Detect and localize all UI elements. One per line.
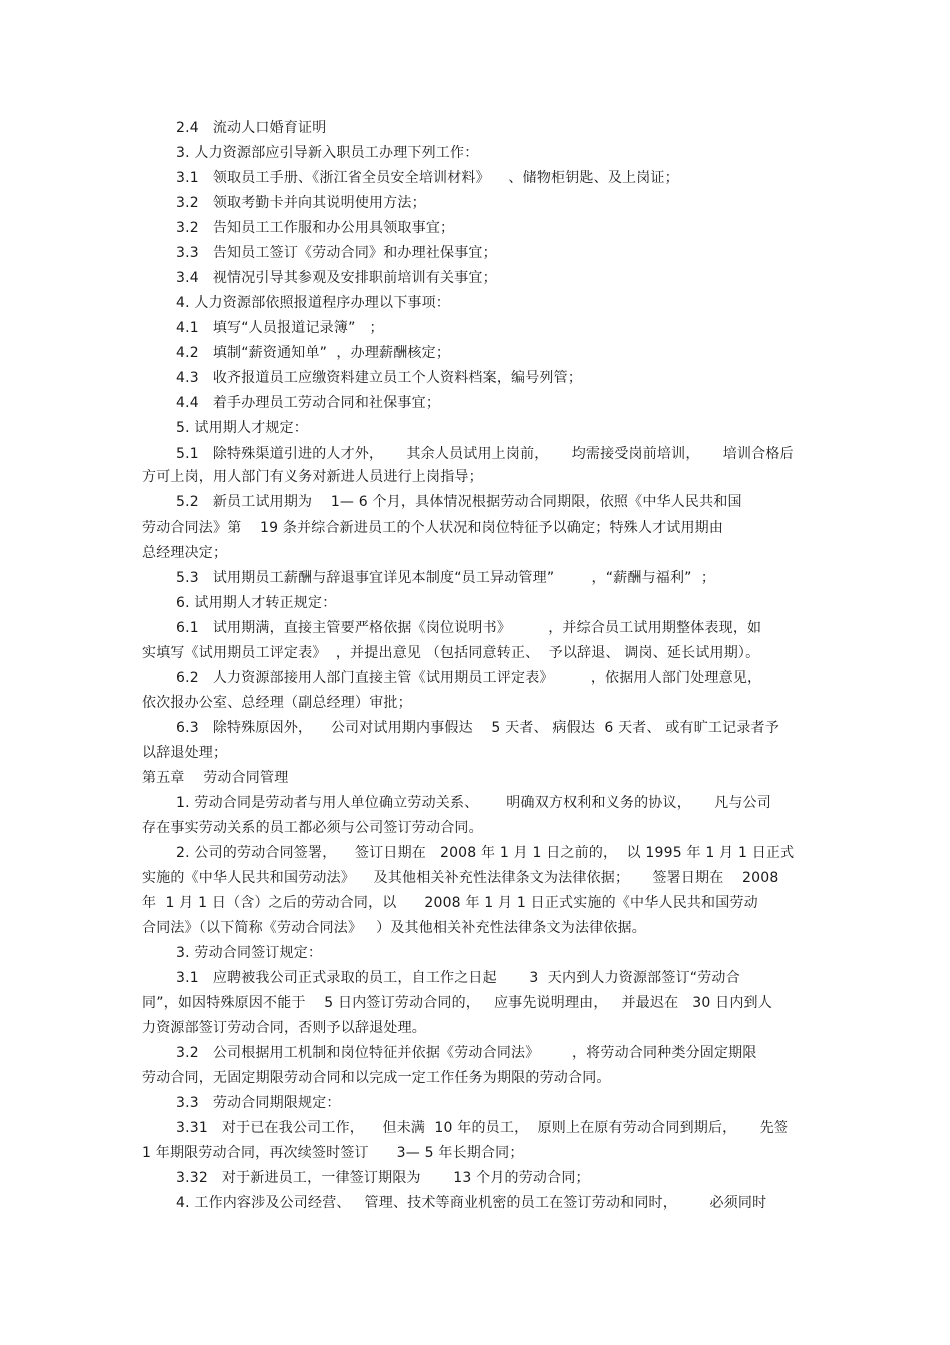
text-line: 3.3 告知员工签订《劳动合同》和办理社保事宜；	[176, 245, 497, 261]
text-line: 存在事实劳动关系的员工都必须与公司签订劳动合同。	[142, 820, 483, 836]
text-line: 3. 人力资源部应引导新入职员工办理下列工作：	[176, 145, 479, 161]
text-line: 6. 试用期人才转正规定：	[176, 595, 337, 611]
text-line: 3.2 领取考勤卡并向其说明使用方法；	[176, 195, 426, 211]
text-line: 1. 劳动合同是劳动者与用人单位确立劳动关系、 明确双方权利和义务的协议， 凡与公司	[176, 795, 771, 811]
chapter-heading: 第五章 劳动合同管理	[142, 770, 289, 786]
text-line: 6.3 除特殊原因外， 公司对试用期内事假达 5 天者、 病假达 6 天者、 或有旷工记录者予	[176, 720, 779, 736]
text-line: 4.1 填写“人员报道记录簿” ；	[176, 320, 384, 336]
text-line: 4.4 着手办理员工劳动合同和社保事宜；	[176, 395, 441, 411]
text-line: 3.2 告知员工工作服和办公用具领取事宜；	[176, 220, 455, 236]
text-line: 2.4 流动人口婚育证明	[176, 120, 327, 136]
text-line: 6.1 试用期满，直接主管要严格依据《岗位说明书》 ，并综合员工试用期整体表现，如	[176, 620, 762, 636]
text-line: 3.2 公司根据用工机制和岗位特征并依据《劳动合同法》 ，将劳动合同种类分固定期限	[176, 1045, 757, 1061]
text-line: 3. 劳动合同签订规定：	[176, 945, 323, 961]
text-line: 5.2 新员工试用期为 1— 6 个月，具体情况根据劳动合同期限，依照《中华人民共和国	[176, 494, 742, 510]
text-line: 3.3 劳动合同期限规定：	[176, 1095, 341, 1111]
text-line: 年 1 月 1 日（含）之后的劳动合同，以 2008 年 1 月 1 日正式实施的《中华人民共和国劳动	[142, 895, 758, 911]
text-line: 实填写《试用期员工评定表》 ，并提出意见 （包括同意转正、 予以辞退、 调岗、延长试用期）。	[142, 645, 760, 661]
text-line: 5.3 试用期员工薪酬与辞退事宜详见本制度“员工异动管理” ，“薪酬与福利” ；	[176, 570, 716, 586]
text-line: 1 年期限劳动合同，再次续签时签订 3— 5 年长期合同；	[142, 1145, 524, 1161]
text-line: 3.31 对于已在我公司工作， 但未满 10 年的员工， 原则上在原有劳动合同到期后， 先签	[176, 1120, 789, 1136]
text-line: 4. 工作内容涉及公司经营、 管理、技术等商业机密的员工在签订劳动和同时， 必须同时	[176, 1195, 767, 1211]
text-line: 3.1 应聘被我公司正式录取的员工，自工作之日起 3 天内到人力资源部签订“劳动合	[176, 970, 740, 986]
text-line: 方可上岗，用人部门有义务对新进人员进行上岗指导；	[142, 469, 483, 485]
text-line: 5. 试用期人才规定：	[176, 420, 309, 436]
text-line: 3.4 视情况引导其参观及安排职前培训有关事宜；	[176, 270, 497, 286]
text-line: 实施的《中华人民共和国劳动法》 及其他相关补充性法律条文为法律依据； 签署日期在 2008	[142, 870, 779, 886]
text-line: 4.2 填制“薪资通知单” ，办理薪酬核定；	[176, 345, 451, 361]
text-line: 劳动合同法》第 19 条并综合新进员工的个人状况和岗位特征予以确定；特殊人才试用期由	[142, 520, 724, 536]
text-line: 6.2 人力资源部接用人部门直接主管《试用期员工评定表》 ，依据用人部门处理意见，	[176, 670, 762, 686]
text-line: 依次报办公室、总经理（副总经理）审批；	[142, 695, 412, 711]
text-line: 4.3 收齐报道员工应缴资料建立员工个人资料档案，编号列管；	[176, 370, 583, 386]
text-line: 同”，如因特殊原因不能于 5 日内签订劳动合同的， 应事先说明理由， 并最迟在 30 日内到人	[142, 995, 772, 1011]
text-line: 合同法》（以下简称《劳动合同法》 ）及其他相关补充性法律条文为法律依据。	[142, 920, 646, 936]
text-line: 劳动合同，无固定期限劳动合同和以完成一定工作任务为期限的劳动合同。	[142, 1070, 611, 1086]
text-line: 3.32 对于新进员工，一律签订期限为 13 个月的劳动合同；	[176, 1170, 590, 1186]
text-line: 力资源部签订劳动合同，否则予以辞退处理。	[142, 1020, 426, 1036]
text-line: 3.1 领取员工手册、《浙江省全员安全培训材料》 、储物柜钥匙、及上岗证；	[176, 170, 679, 186]
text-line: 2. 公司的劳动合同签署， 签订日期在 2008 年 1 月 1 日之前的， 以 1995 年 1 月 1 日正式	[176, 845, 795, 861]
text-line: 以辞退处理；	[142, 745, 228, 761]
text-line: 总经理决定；	[142, 545, 228, 561]
text-line: 4. 人力资源部依照报道程序办理以下事项：	[176, 295, 451, 311]
text-line: 5.1 除特殊渠道引进的人才外， 其余人员试用上岗前， 均需接受岗前培训， 培训合格后	[176, 446, 794, 462]
